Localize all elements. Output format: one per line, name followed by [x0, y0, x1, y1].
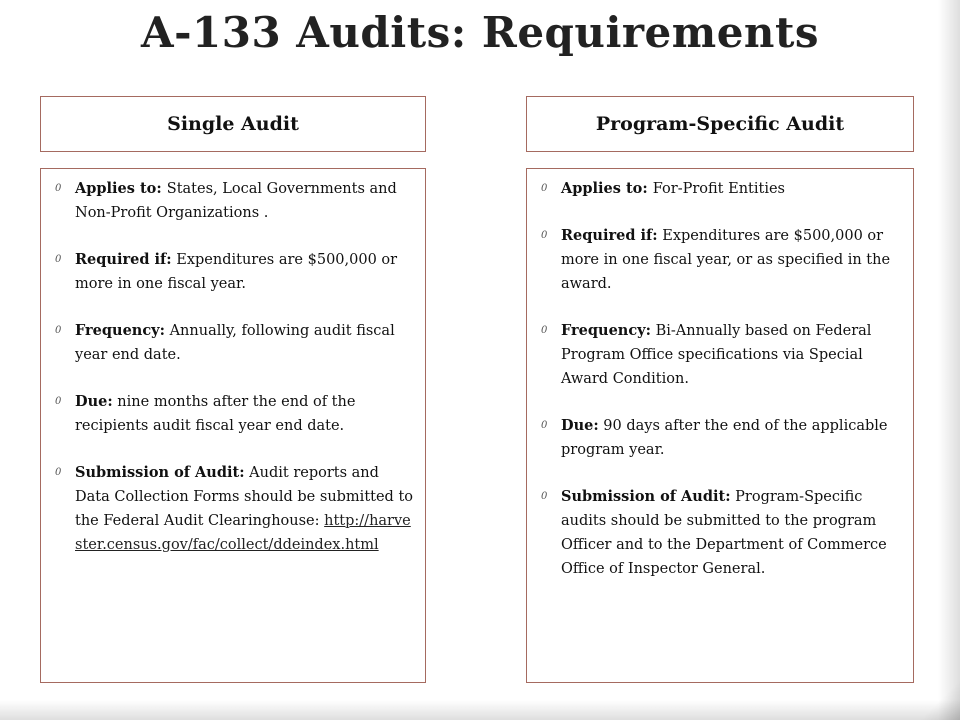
item-text [75, 461, 413, 557]
item-body: Expenditures are $500,000 or more in one fiscal year, or as specified in the award. [561, 228, 891, 292]
item-body: Annually, following audit fiscal year end date. [75, 323, 395, 363]
list-item [55, 319, 413, 367]
slide-edge-shadow-bottom [0, 700, 960, 720]
program-specific-audit-header-label: Program-Specific Audit [595, 113, 845, 135]
item-text [561, 319, 901, 391]
item-label: Due: [75, 393, 113, 410]
bullet-marker: 0 [55, 396, 62, 407]
item-label: Required if: [561, 227, 658, 244]
page-curl-decoration [920, 680, 960, 720]
item-label: Frequency: [561, 322, 651, 339]
item-text [75, 177, 413, 225]
program-specific-audit-content [526, 168, 914, 683]
list-item [541, 319, 901, 391]
item-text [561, 414, 901, 462]
slide-title: A-133 Audits: Requirements [140, 8, 819, 57]
item-label: Submission of Audit: [561, 488, 731, 505]
bullet-marker: 0 [541, 420, 548, 431]
single-audit-header-label: Single Audit [167, 113, 299, 135]
list-item [541, 485, 901, 581]
bullet-marker: 0 [541, 230, 548, 241]
item-body: For-Profit Entities [652, 181, 785, 197]
item-label: Due: [561, 417, 599, 434]
list-item [541, 224, 901, 296]
bullet-marker: 0 [55, 183, 62, 194]
item-text [75, 390, 413, 438]
bullet-marker: 0 [55, 254, 62, 265]
list-item [55, 248, 413, 296]
item-text [75, 248, 413, 296]
program-specific-audit-header [526, 96, 914, 152]
bullet-marker: 0 [55, 325, 62, 336]
slide-edge-shadow-right [938, 0, 960, 720]
list-item [55, 177, 413, 225]
item-body: Bi-Annually based on Federal Program Office specifications via Special Award Condition. [561, 323, 872, 387]
item-body: Expenditures are $500,000 or more in one fiscal year. [75, 252, 398, 292]
item-text [561, 224, 901, 296]
item-label: Applies to: [561, 180, 653, 197]
item-text [561, 177, 901, 201]
item-text [561, 485, 901, 581]
single-audit-header [40, 96, 426, 152]
item-body: nine months after the end of the recipients audit fiscal year end date. [75, 394, 356, 434]
item-body: Program-Specific audits should be submitted to the program Officer and to the Department of Commerce Office of Inspector General. [561, 489, 887, 577]
item-body: Audit reports and Data Collection Forms should be submitted to the Federal Audit Clearinghouse: [75, 465, 414, 529]
federal-audit-clearinghouse-link[interactable]: http://harvester.census.gov/fac/collect/ddeindex.html [75, 513, 411, 553]
item-body: 90 days after the end of the applicable program year. [561, 418, 888, 458]
list-item [55, 461, 413, 557]
bullet-marker: 0 [541, 325, 548, 336]
item-text [75, 319, 413, 367]
item-label: Required if: [75, 251, 172, 268]
single-audit-list [41, 169, 425, 557]
bullet-marker: 0 [541, 491, 548, 502]
program-specific-audit-list [527, 169, 913, 581]
item-label: Submission of Audit: [75, 464, 245, 481]
item-label: Frequency: [75, 322, 165, 339]
list-item [541, 177, 901, 201]
list-item [541, 414, 901, 462]
item-body: States, Local Governments and Non-Profit Organizations . [75, 181, 397, 221]
bullet-marker: 0 [55, 467, 62, 478]
bullet-marker: 0 [541, 183, 548, 194]
list-item [55, 390, 413, 438]
single-audit-content [40, 168, 426, 683]
item-label: Applies to: [75, 180, 167, 197]
